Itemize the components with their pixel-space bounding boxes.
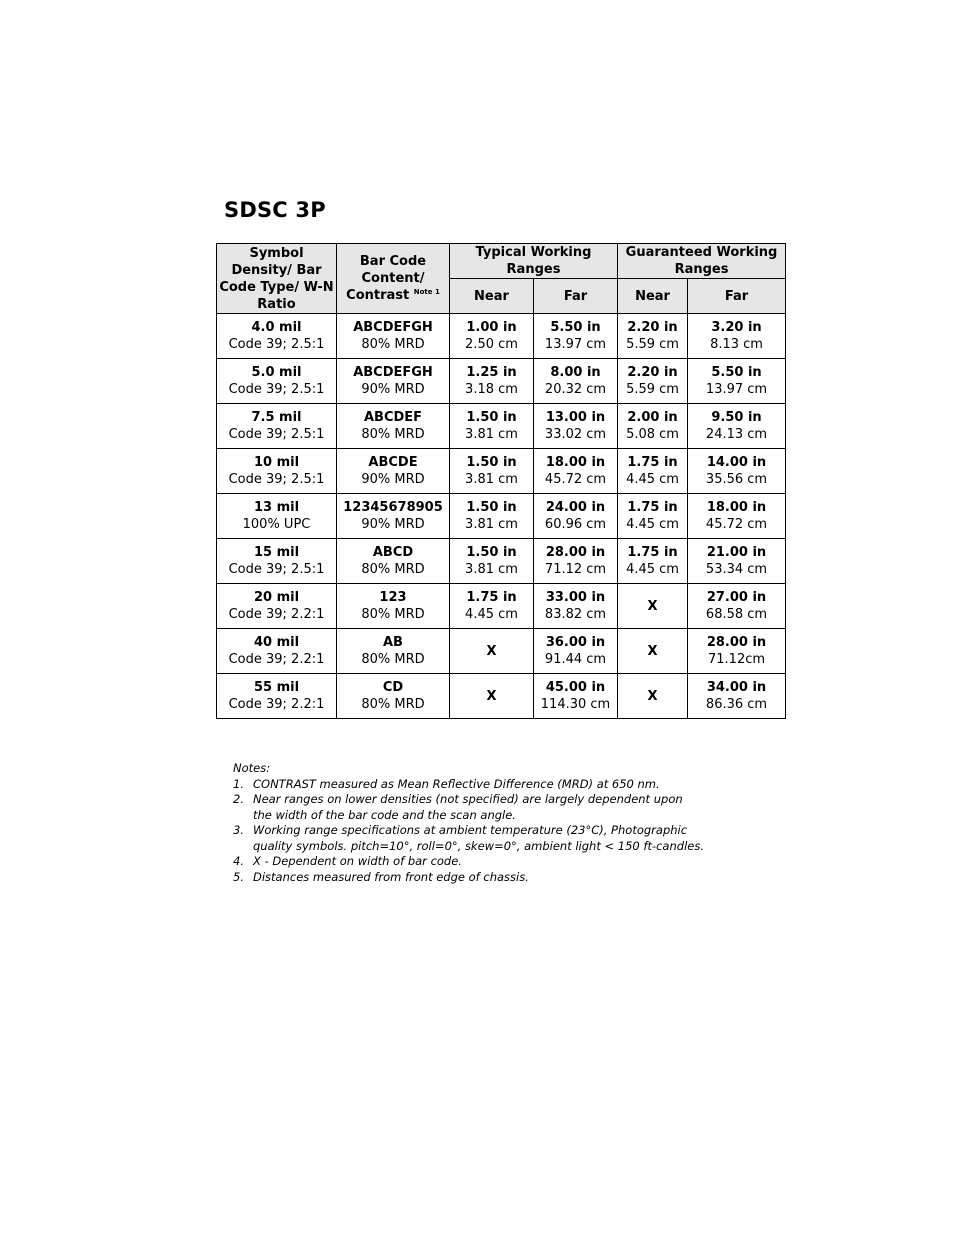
cell-typical-near: 1.50 in 3.81 cm bbox=[450, 449, 534, 494]
cell-density: 7.5 mil Code 39; 2.5:1 bbox=[217, 404, 337, 449]
note-item bbox=[233, 854, 733, 870]
cell-guaranteed-near: X bbox=[618, 629, 688, 674]
cell-typical-near: 1.25 in 3.18 cm bbox=[450, 359, 534, 404]
cell-typical-far: 5.50 in 13.97 cm bbox=[534, 314, 618, 359]
cell-guaranteed-near: X bbox=[618, 584, 688, 629]
notes-heading: Notes: bbox=[233, 761, 271, 775]
cell-density: 10 mil Code 39; 2.5:1 bbox=[217, 449, 337, 494]
cell-typical-near: 1.00 in 2.50 cm bbox=[450, 314, 534, 359]
cell-guaranteed-near: 1.75 in 4.45 cm bbox=[618, 449, 688, 494]
header-symbol-density: Symbol Density/ Bar Code Type/ W-N Ratio bbox=[217, 244, 337, 314]
note-text: CONTRAST measured as Mean Reflective Difference (MRD) at 650 nm. bbox=[253, 776, 660, 791]
cell-content: ABCDEF 80% MRD bbox=[337, 404, 450, 449]
note-number: 1. bbox=[233, 776, 244, 791]
cell-content: 123 80% MRD bbox=[337, 584, 450, 629]
cell-guaranteed-far: 27.00 in 68.58 cm bbox=[688, 584, 786, 629]
cell-typical-far: 13.00 in 33.02 cm bbox=[534, 404, 618, 449]
cell-guaranteed-near: 2.00 in 5.08 cm bbox=[618, 404, 688, 449]
cell-density: 20 mil Code 39; 2.2:1 bbox=[217, 584, 337, 629]
cell-content: ABCDEFGH 80% MRD bbox=[337, 314, 450, 359]
header-guaranteed-working-ranges: Guaranteed Working Ranges bbox=[618, 244, 786, 279]
cell-content: ABCDEFGH 90% MRD bbox=[337, 359, 450, 404]
cell-guaranteed-far: 3.20 in 8.13 cm bbox=[688, 314, 786, 359]
cell-guaranteed-far: 5.50 in 13.97 cm bbox=[688, 359, 786, 404]
cell-content: ABCDE 90% MRD bbox=[337, 449, 450, 494]
cell-guaranteed-far: 9.50 in 24.13 cm bbox=[688, 404, 786, 449]
cell-guaranteed-far: 14.00 in 35.56 cm bbox=[688, 449, 786, 494]
note-number: 2. bbox=[233, 792, 244, 806]
table-row bbox=[217, 314, 786, 359]
cell-guaranteed-near: X bbox=[618, 674, 688, 719]
cell-typical-far: 45.00 in 114.30 cm bbox=[534, 674, 618, 719]
cell-density: 55 mil Code 39; 2.2:1 bbox=[217, 674, 337, 719]
table-row bbox=[217, 629, 786, 674]
note-number: 5. bbox=[233, 869, 244, 884]
table-row bbox=[217, 449, 786, 494]
cell-typical-far: 24.00 in 60.96 cm bbox=[534, 494, 618, 539]
note-item bbox=[233, 777, 733, 793]
cell-guaranteed-far: 34.00 in 86.36 cm bbox=[688, 674, 786, 719]
note-item bbox=[233, 792, 733, 823]
header-guaranteed-near: Near bbox=[618, 279, 688, 314]
header-typical-working-ranges: Typical Working Ranges bbox=[450, 244, 618, 279]
cell-guaranteed-near: 1.75 in 4.45 cm bbox=[618, 494, 688, 539]
cell-typical-far: 28.00 in 71.12 cm bbox=[534, 539, 618, 584]
table-row bbox=[217, 584, 786, 629]
cell-guaranteed-far: 21.00 in 53.34 cm bbox=[688, 539, 786, 584]
cell-content: ABCD 80% MRD bbox=[337, 539, 450, 584]
note-reference: Note 1 bbox=[413, 288, 440, 296]
header-guaranteed-far: Far bbox=[688, 279, 786, 314]
note-text: X - Dependent on width of bar code. bbox=[253, 854, 462, 868]
cell-guaranteed-near: 1.75 in 4.45 cm bbox=[618, 539, 688, 584]
cell-density: 15 mil Code 39; 2.5:1 bbox=[217, 539, 337, 584]
table-row bbox=[217, 539, 786, 584]
cell-density: 4.0 mil Code 39; 2.5:1 bbox=[217, 314, 337, 359]
working-range-table bbox=[216, 243, 786, 719]
note-text: Near ranges on lower densities (not specified) are largely dependent upon the width of the bar code and the scan angle. bbox=[253, 792, 683, 822]
header-bar-code-content: Bar Code Content/ Contrast $^{Note 1}$ bbox=[337, 244, 450, 314]
cell-typical-far: 18.00 in 45.72 cm bbox=[534, 449, 618, 494]
cell-guaranteed-near: 2.20 in 5.59 cm bbox=[618, 314, 688, 359]
table-row bbox=[217, 674, 786, 719]
table-row bbox=[217, 404, 786, 449]
cell-guaranteed-far: 28.00 in 71.12cm bbox=[688, 629, 786, 674]
table-row bbox=[217, 494, 786, 539]
cell-typical-near: 1.75 in 4.45 cm bbox=[450, 584, 534, 629]
note-text: Working range specifications at ambient temperature (23°C), Photographic quality symbols. pitch=10°, roll=0°, skew=0°, ambient light < 150 ft-candles. bbox=[253, 823, 704, 853]
cell-density: 13 mil 100% UPC bbox=[217, 494, 337, 539]
cell-typical-far: 33.00 in 83.82 cm bbox=[534, 584, 618, 629]
cell-typical-near: 1.50 in 3.81 cm bbox=[450, 404, 534, 449]
table-row bbox=[217, 359, 786, 404]
notes-section bbox=[233, 761, 733, 885]
page-title: SDSC 3P bbox=[224, 198, 326, 222]
cell-typical-near: 1.50 in 3.81 cm bbox=[450, 494, 534, 539]
cell-guaranteed-near: 2.20 in 5.59 cm bbox=[618, 359, 688, 404]
cell-guaranteed-far: 18.00 in 45.72 cm bbox=[688, 494, 786, 539]
note-number: 3. bbox=[233, 823, 244, 837]
header-typical-near: Near bbox=[450, 279, 534, 314]
cell-typical-far: 36.00 in 91.44 cm bbox=[534, 629, 618, 674]
cell-content: AB 80% MRD bbox=[337, 629, 450, 674]
cell-density: 5.0 mil Code 39; 2.5:1 bbox=[217, 359, 337, 404]
cell-content: CD 80% MRD bbox=[337, 674, 450, 719]
notes-list bbox=[233, 777, 733, 886]
cell-density: 40 mil Code 39; 2.2:1 bbox=[217, 629, 337, 674]
cell-content: 12345678905 90% MRD bbox=[337, 494, 450, 539]
note-number: 4. bbox=[233, 854, 244, 868]
note-item bbox=[233, 823, 733, 854]
cell-typical-far: 8.00 in 20.32 cm bbox=[534, 359, 618, 404]
note-text: Distances measured from front edge of chassis. bbox=[253, 869, 529, 884]
note-item bbox=[233, 870, 733, 886]
cell-typical-near: X bbox=[450, 674, 534, 719]
cell-typical-near: 1.50 in 3.81 cm bbox=[450, 539, 534, 584]
header-typical-far: Far bbox=[534, 279, 618, 314]
header-row-1 bbox=[217, 244, 786, 279]
cell-typical-near: X bbox=[450, 629, 534, 674]
